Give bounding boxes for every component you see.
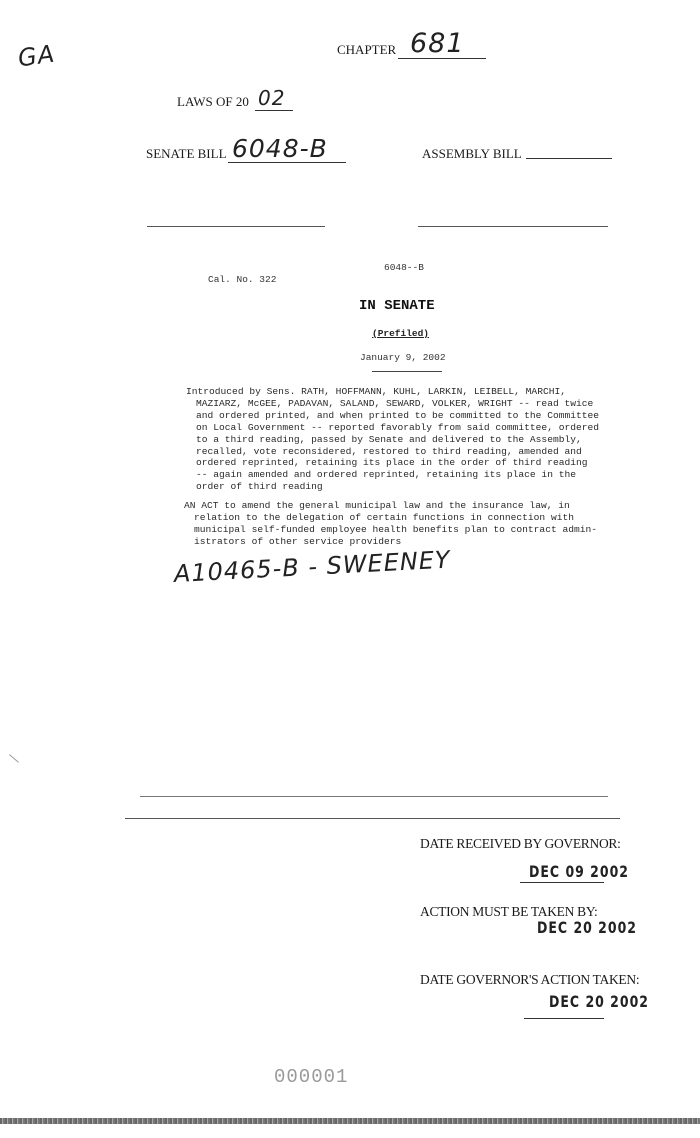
chapter-number: 681 bbox=[410, 28, 465, 59]
corner-initials: GA bbox=[16, 39, 57, 73]
act-line: municipal self-funded employee health benefits plan to contract admin- bbox=[194, 523, 598, 535]
action-taken-date-stamp: DEC 20 2002 bbox=[549, 992, 649, 1011]
intro-line: Introduced by Sens. RATH, HOFFMANN, KUHL, LARKIN, LEIBELL, MARCHI, bbox=[186, 386, 566, 397]
senate-bill-underline bbox=[228, 162, 346, 163]
assembly-bill-underline bbox=[526, 158, 612, 159]
date-rule bbox=[372, 371, 442, 372]
action-date-stamp: DEC 20 2002 bbox=[537, 918, 637, 937]
act-line: istrators of other service providers bbox=[194, 535, 402, 547]
intro-line: on Local Government -- reported favorably from said committee, ordered bbox=[196, 421, 600, 433]
received-date-stamp: DEC 09 2002 bbox=[529, 862, 629, 881]
senate-bill-label: SENATE BILL bbox=[146, 146, 227, 161]
senate-bill-number: 6048-B bbox=[232, 134, 328, 163]
act-line: AN ACT to amend the general municipal law and the insurance law, in bbox=[184, 500, 570, 511]
signature-line-left bbox=[147, 226, 325, 227]
signature-line-right bbox=[418, 226, 608, 227]
print-number: 6048--B bbox=[384, 262, 424, 273]
laws-underline bbox=[255, 110, 293, 111]
action-label: ACTION MUST BE TAKEN BY: bbox=[420, 904, 598, 919]
house-heading: IN SENATE bbox=[359, 298, 435, 314]
scan-edge bbox=[0, 1118, 700, 1124]
bill-date: January 9, 2002 bbox=[360, 352, 446, 363]
intro-line: ordered reprinted, retaining its place in the order of third reading bbox=[196, 457, 588, 469]
stray-mark bbox=[9, 754, 19, 762]
intro-line: and ordered printed, and when printed to be committed to the Committee bbox=[196, 409, 600, 421]
chapter-label: CHAPTER bbox=[337, 42, 397, 57]
intro-line: -- again amended and ordered reprinted, retaining its place in the bbox=[196, 469, 576, 481]
received-label: DATE RECEIVED BY GOVERNOR: bbox=[420, 836, 621, 851]
intro-line: MAZIARZ, McGEE, PADAVAN, SALAND, SEWARD, VOLKER, WRIGHT -- read twice bbox=[196, 397, 594, 409]
intro-line: to a third reading, passed by Senate and delivered to the Assembly, bbox=[196, 433, 582, 445]
divider-upper bbox=[140, 796, 608, 797]
calendar-number: Cal. No. 322 bbox=[208, 274, 277, 285]
laws-label: LAWS OF 20 bbox=[177, 94, 249, 109]
intro-line: recalled, vote reconsidered, restored to third reading, amended and bbox=[196, 445, 582, 457]
act-line: relation to the delegation of certain functions in connection with bbox=[194, 511, 574, 523]
introduced-paragraph bbox=[186, 386, 622, 493]
chapter-underline bbox=[398, 58, 486, 59]
page-number: 000001 bbox=[274, 1066, 349, 1088]
laws-year: 02 bbox=[258, 86, 286, 110]
assembly-bill-label: ASSEMBLY BILL bbox=[422, 146, 522, 161]
action-taken-underline bbox=[524, 1018, 604, 1019]
action-taken-label: DATE GOVERNOR'S ACTION TAKEN: bbox=[420, 972, 640, 987]
act-paragraph bbox=[184, 500, 622, 548]
handwritten-note: A10465-B - SWEENEY bbox=[173, 545, 452, 588]
prefiled-label: (Prefiled) bbox=[372, 328, 430, 339]
divider-lower bbox=[125, 818, 620, 819]
received-underline bbox=[520, 882, 604, 883]
intro-line: order of third reading bbox=[196, 481, 323, 493]
